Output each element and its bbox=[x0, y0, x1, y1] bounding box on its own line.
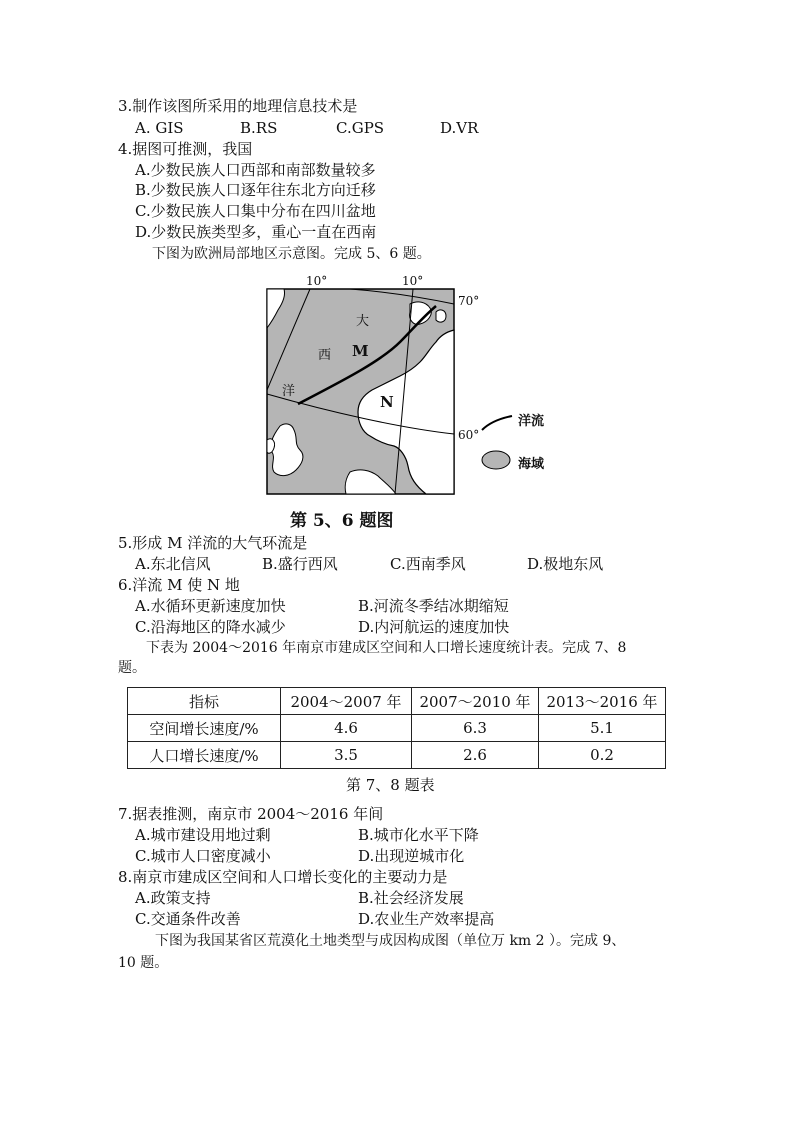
legend-current-line bbox=[482, 416, 512, 430]
q4-option-a: A.少数民族人口西部和南部数量较多 bbox=[135, 161, 376, 179]
q5-option-d: D.极地东风 bbox=[527, 555, 604, 573]
map-text-yang: 洋 bbox=[282, 384, 296, 399]
map-text-da: 大 bbox=[356, 314, 370, 329]
table-cell: 2.6 bbox=[412, 742, 539, 769]
q4-option-c: C.少数民族人口集中分布在四川盆地 bbox=[135, 202, 376, 220]
intro-q7-q8-line2: 题。 bbox=[118, 660, 146, 676]
map-label-n: N bbox=[380, 393, 394, 411]
intro-q9-q10-line2: 10 题。 bbox=[118, 955, 169, 971]
intro-q9-q10-line1: 下图为我国某省区荒漠化土地类型与成因构成图（单位万 km 2 ）。完成 9、 bbox=[155, 933, 626, 949]
q3-option-c: C.GPS bbox=[336, 119, 385, 137]
q3-stem: 3.制作该图所采用的地理信息技术是 bbox=[118, 97, 358, 115]
q3-option-a: A. GIS bbox=[135, 119, 184, 137]
table-header: 2004～2007 年 bbox=[281, 688, 412, 715]
q7-option-a: A.城市建设用地过剩 bbox=[135, 826, 271, 844]
q5-stem: 5.形成 M 洋流的大气环流是 bbox=[118, 534, 308, 552]
table-header: 2007～2010 年 bbox=[412, 688, 539, 715]
table-cell: 5.1 bbox=[539, 715, 666, 742]
q6-stem: 6.洋流 M 使 N 地 bbox=[118, 576, 240, 594]
q4-stem: 4.据图可推测，我国 bbox=[118, 140, 253, 158]
q7-option-d: D.出现逆城市化 bbox=[358, 847, 465, 865]
q8-stem: 8.南京市建成区空间和人口增长变化的主要动力是 bbox=[118, 868, 448, 886]
q4-option-b: B.少数民族人口逐年往东北方向迁移 bbox=[135, 181, 376, 199]
lat-label-60: 60° bbox=[458, 428, 480, 442]
table-header-row bbox=[128, 688, 666, 715]
q6-option-b: B.河流冬季结冰期缩短 bbox=[358, 597, 509, 615]
lat-label-70: 70° bbox=[458, 294, 480, 308]
growth-table bbox=[127, 687, 666, 769]
q8-option-a: A.政策支持 bbox=[135, 889, 211, 907]
q6-option-a: A.水循环更新速度加快 bbox=[135, 597, 286, 615]
q6-option-c: C.沿海地区的降水减少 bbox=[135, 618, 286, 636]
table-header: 指标 bbox=[128, 688, 281, 715]
q7-stem: 7.据表推测，南京市 2004～2016 年间 bbox=[118, 805, 384, 823]
table-cell: 人口增长速度/% bbox=[128, 742, 281, 769]
q3-option-b: B.RS bbox=[240, 119, 278, 137]
intro-q7-q8-line1: 下表为 2004～2016 年南京市建成区空间和人口增长速度统计表。完成 7、8 bbox=[146, 640, 627, 656]
intro-q5-q6: 下图为欧洲局部地区示意图。完成 5、6 题。 bbox=[152, 246, 431, 262]
table-header: 2013～2016 年 bbox=[539, 688, 666, 715]
q5-option-c: C.西南季风 bbox=[390, 555, 466, 573]
map-caption: 第 5、6 题图 bbox=[290, 511, 394, 531]
q5-option-a: A.东北信风 bbox=[135, 555, 211, 573]
table-cell: 空间增长速度/% bbox=[128, 715, 281, 742]
q8-option-b: B.社会经济发展 bbox=[358, 889, 464, 907]
map-text-xi: 西 bbox=[318, 348, 332, 363]
q7-option-b: B.城市化水平下降 bbox=[358, 826, 479, 844]
table-cell: 6.3 bbox=[412, 715, 539, 742]
legend-current-label: 洋流 bbox=[518, 414, 545, 429]
q4-option-d: D.少数民族类型多，重心一直在西南 bbox=[135, 223, 377, 241]
q7-option-c: C.城市人口密度减小 bbox=[135, 847, 271, 865]
table-cell: 0.2 bbox=[539, 742, 666, 769]
island-small bbox=[436, 310, 446, 322]
map-label-m: M bbox=[352, 342, 369, 360]
table-row bbox=[128, 742, 666, 769]
table-row bbox=[128, 715, 666, 742]
q8-option-d: D.农业生产效率提高 bbox=[358, 910, 495, 928]
table-caption: 第 7、8 题表 bbox=[346, 776, 435, 794]
q6-option-d: D.内河航运的速度加快 bbox=[358, 618, 510, 636]
table-cell: 3.5 bbox=[281, 742, 412, 769]
q5-option-b: B.盛行西风 bbox=[262, 555, 338, 573]
q8-option-c: C.交通条件改善 bbox=[135, 910, 241, 928]
table-cell: 4.6 bbox=[281, 715, 412, 742]
legend-sea-label: 海域 bbox=[518, 457, 545, 472]
legend-sea-swatch bbox=[482, 451, 510, 469]
q3-option-d: D.VR bbox=[440, 119, 479, 137]
lon-label-left: 10° bbox=[306, 274, 328, 288]
lon-label-right: 10° bbox=[402, 274, 424, 288]
